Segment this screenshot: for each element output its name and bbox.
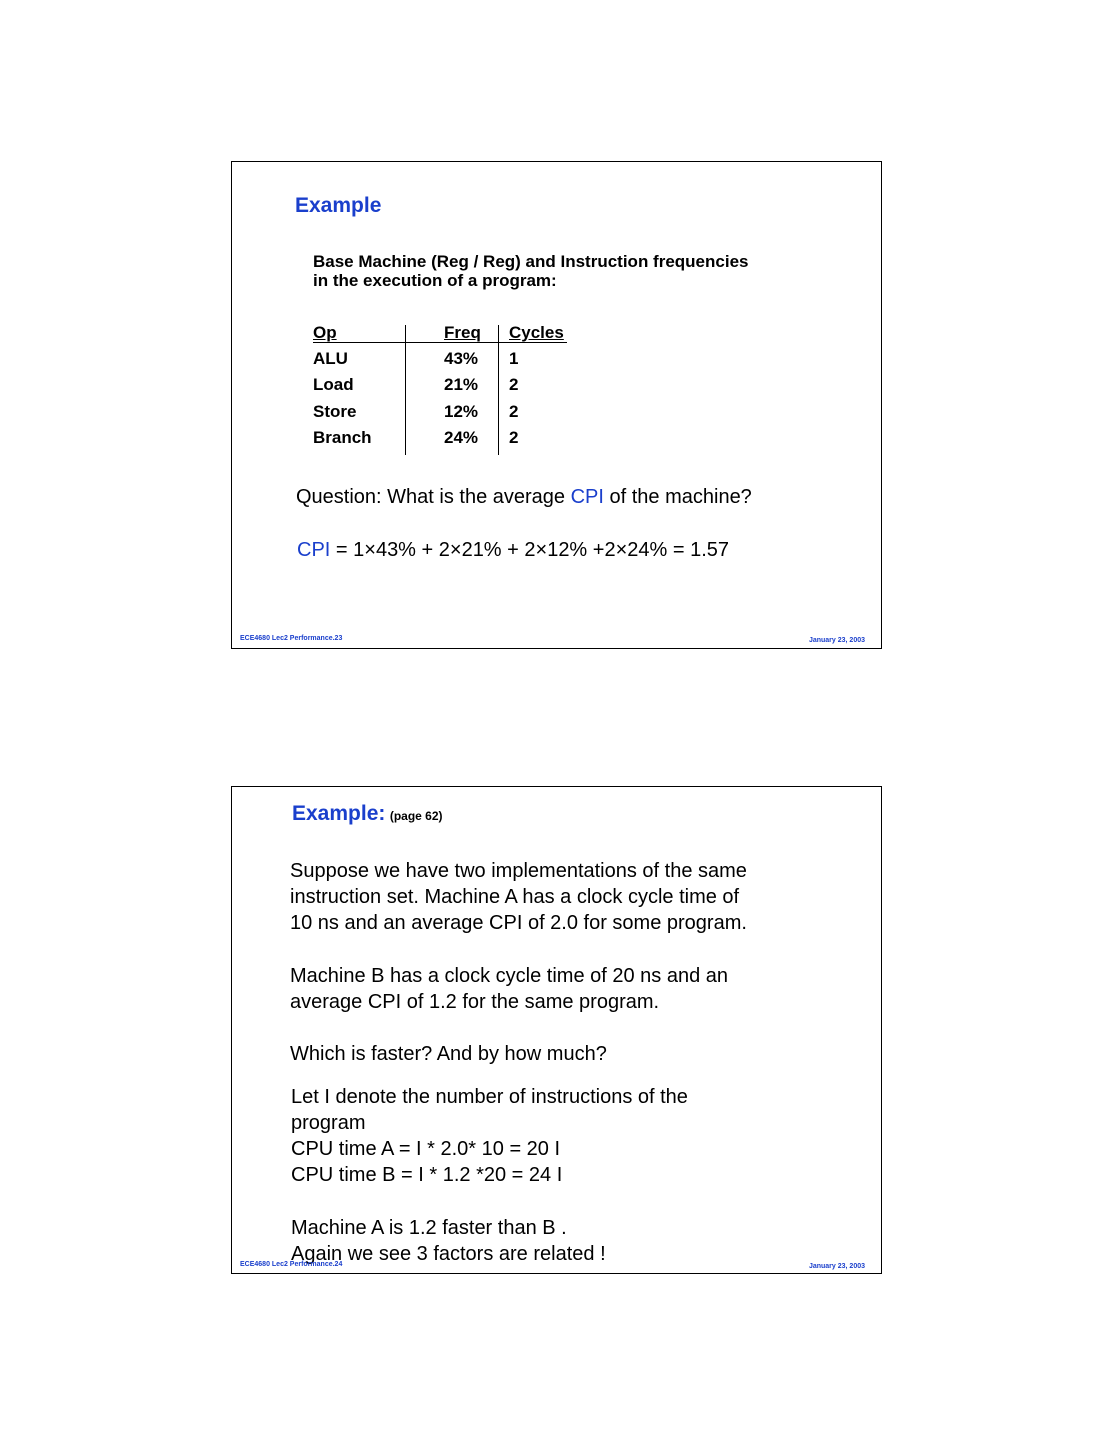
row-op: Branch bbox=[313, 428, 372, 447]
question-text: Which is faster? And by how much? bbox=[290, 1043, 607, 1065]
text-line: Again we see 3 factors are related ! bbox=[291, 1243, 606, 1265]
footer-slide-id: ECE4680 Lec2 Performance.24 bbox=[240, 1261, 343, 1268]
text-line: Suppose we have two implementations of the same bbox=[290, 860, 747, 882]
footer-date: January 23, 2003 bbox=[808, 1263, 865, 1270]
slide-title: Example bbox=[295, 194, 382, 217]
question-suffix: of the machine? bbox=[603, 486, 752, 508]
text-line: program bbox=[291, 1112, 366, 1134]
slide-title: Example: bbox=[292, 802, 386, 825]
paragraph-conclusion bbox=[291, 1215, 606, 1267]
header-rule bbox=[313, 342, 567, 343]
question-cpi-term: CPI bbox=[570, 486, 604, 508]
row-op: Load bbox=[313, 375, 354, 394]
equation-cpi-term: CPI bbox=[297, 539, 331, 561]
row-cycles: 1 bbox=[509, 349, 519, 368]
header-op: Op bbox=[313, 323, 337, 342]
footer-date: January 23, 2003 bbox=[808, 637, 865, 644]
question-prefix: Question: What is the average bbox=[296, 486, 571, 508]
page-reference: (page 62) bbox=[389, 809, 443, 823]
paragraph-solution bbox=[291, 1084, 688, 1188]
text-line: instruction set. Machine A has a clock cycle time of bbox=[290, 886, 740, 908]
row-op: ALU bbox=[313, 349, 348, 368]
paragraph-machine-a bbox=[290, 858, 747, 936]
text-line: 10 ns and an average CPI of 2.0 for some program. bbox=[290, 912, 747, 934]
footer-slide-id: ECE4680 Lec2 Performance.23 bbox=[240, 635, 343, 642]
text-line: Let I denote the number of instructions of the bbox=[291, 1086, 688, 1108]
cpi-equation bbox=[297, 539, 729, 562]
paragraph-machine-b bbox=[290, 963, 728, 1015]
text-line: average CPI of 1.2 for the same program. bbox=[290, 991, 660, 1013]
row-freq: 21% bbox=[444, 375, 479, 394]
slide-23 bbox=[231, 161, 882, 649]
question-text bbox=[296, 486, 752, 509]
header-freq: Freq bbox=[444, 323, 481, 342]
header-cycles: Cycles bbox=[509, 323, 564, 342]
text-line: CPU time A = I * 2.0* 10 = 20 I bbox=[291, 1138, 561, 1160]
row-cycles: 2 bbox=[509, 402, 519, 421]
slide-24 bbox=[231, 786, 882, 1274]
column-divider-1 bbox=[405, 325, 406, 455]
row-freq: 43% bbox=[444, 349, 479, 368]
equation-body: = 1×43% + 2×21% + 2×12% +2×24% = 1.57 bbox=[330, 539, 730, 561]
column-divider-2 bbox=[498, 325, 499, 455]
row-op: Store bbox=[313, 402, 357, 421]
intro-line-2: in the execution of a program: bbox=[313, 271, 557, 290]
row-freq: 12% bbox=[444, 402, 479, 421]
intro-text bbox=[313, 252, 748, 290]
text-line: Machine B has a clock cycle time of 20 ns and an bbox=[290, 965, 729, 987]
row-freq: 24% bbox=[444, 428, 479, 447]
text-line: CPU time B = I * 1.2 *20 = 24 I bbox=[291, 1164, 563, 1186]
slide-title-row bbox=[292, 802, 443, 826]
row-cycles: 2 bbox=[509, 428, 519, 447]
row-cycles: 2 bbox=[509, 375, 519, 394]
intro-line-1: Base Machine (Reg / Reg) and Instruction frequencies bbox=[313, 252, 749, 271]
text-line: Machine A is 1.2 faster than B . bbox=[291, 1217, 567, 1239]
